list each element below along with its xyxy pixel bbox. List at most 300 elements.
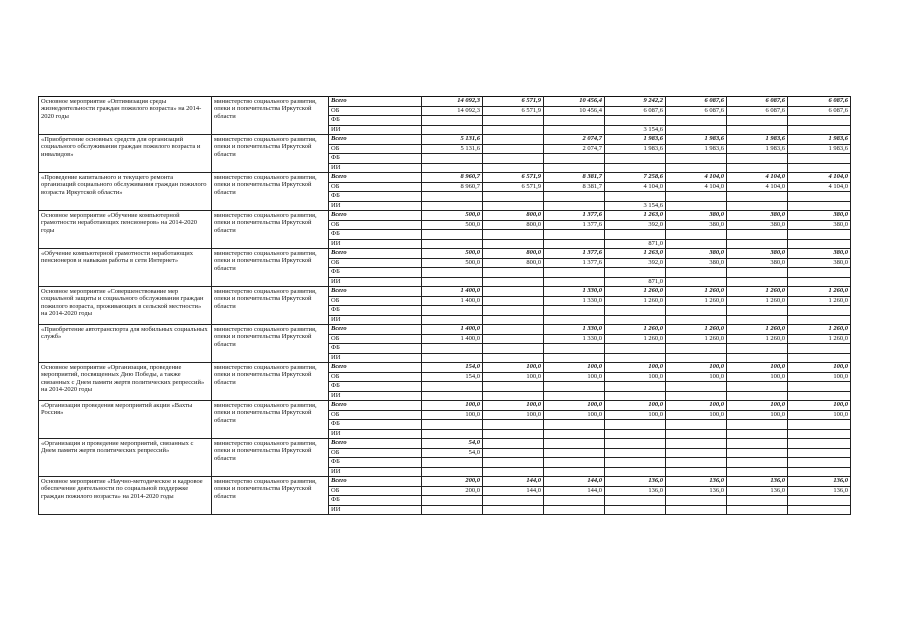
- amount-cell: [605, 163, 666, 173]
- amount-cell: 1 260,0: [727, 296, 788, 306]
- amount-cell: 1 260,0: [788, 334, 851, 344]
- amount-cell: 3 154,6: [605, 201, 666, 211]
- amount-cell: [788, 154, 851, 164]
- amount-cell: 1 260,0: [788, 296, 851, 306]
- activity-name-cell: «Организация и проведение мероприятий, связанных с Днем памяти жертв политических репрессий»: [39, 439, 212, 477]
- amount-cell: 4 104,0: [666, 173, 727, 183]
- amount-cell: [605, 467, 666, 477]
- amount-cell: [422, 125, 483, 135]
- amount-cell: [544, 496, 605, 506]
- amount-cell: 100,0: [666, 401, 727, 411]
- amount-cell: [483, 192, 544, 202]
- amount-cell: 6 087,6: [727, 97, 788, 107]
- funding-source-cell: Всего: [329, 477, 422, 487]
- amount-cell: 500,0: [422, 258, 483, 268]
- amount-cell: 154,0: [422, 372, 483, 382]
- amount-cell: [788, 439, 851, 449]
- amount-cell: 100,0: [788, 410, 851, 420]
- funding-source-cell: ИИ: [329, 201, 422, 211]
- amount-cell: 800,0: [483, 220, 544, 230]
- amount-cell: [422, 382, 483, 392]
- amount-cell: 136,0: [788, 486, 851, 496]
- amount-cell: [788, 496, 851, 506]
- amount-cell: 100,0: [605, 401, 666, 411]
- amount-cell: [544, 277, 605, 287]
- amount-cell: [544, 448, 605, 458]
- amount-cell: 14 092,3: [422, 97, 483, 107]
- amount-cell: [666, 192, 727, 202]
- amount-cell: [788, 277, 851, 287]
- funding-source-cell: ОБ: [329, 106, 422, 116]
- amount-cell: [483, 144, 544, 154]
- amount-cell: [788, 353, 851, 363]
- amount-cell: 1 983,6: [666, 135, 727, 145]
- amount-cell: [788, 125, 851, 135]
- table-row: [39, 439, 851, 449]
- amount-cell: [788, 163, 851, 173]
- amount-cell: [483, 163, 544, 173]
- amount-cell: [788, 505, 851, 515]
- amount-cell: [727, 201, 788, 211]
- amount-cell: [727, 125, 788, 135]
- amount-cell: [544, 154, 605, 164]
- funding-source-cell: ФБ: [329, 230, 422, 240]
- amount-cell: [727, 154, 788, 164]
- amount-cell: [544, 268, 605, 278]
- amount-cell: 1 260,0: [605, 296, 666, 306]
- amount-cell: 5 131,6: [422, 135, 483, 145]
- amount-cell: [605, 344, 666, 354]
- amount-cell: [544, 467, 605, 477]
- amount-cell: [666, 315, 727, 325]
- amount-cell: [483, 230, 544, 240]
- activity-name-cell: Основное мероприятие «Обучение компьютерной грамотности неработающих пенсионеров» на 2014-2020 годы: [39, 211, 212, 249]
- amount-cell: 1 260,0: [666, 287, 727, 297]
- amount-cell: [666, 163, 727, 173]
- responsible-executor-cell: министерство социального развития, опеки и попечительства Иркутской области: [212, 325, 329, 363]
- amount-cell: [605, 382, 666, 392]
- amount-cell: 1 263,0: [605, 249, 666, 259]
- amount-cell: 1 260,0: [666, 334, 727, 344]
- amount-cell: [422, 467, 483, 477]
- amount-cell: 4 104,0: [727, 182, 788, 192]
- amount-cell: 5 131,6: [422, 144, 483, 154]
- amount-cell: [727, 467, 788, 477]
- amount-cell: 1 260,0: [788, 287, 851, 297]
- funding-source-cell: ОБ: [329, 448, 422, 458]
- amount-cell: 1 983,6: [727, 135, 788, 145]
- responsible-executor-cell: министерство социального развития, опеки и попечительства Иркутской области: [212, 135, 329, 173]
- amount-cell: 380,0: [727, 211, 788, 221]
- table-row: [39, 287, 851, 297]
- responsible-executor-cell: министерство социального развития, опеки и попечительства Иркутской области: [212, 211, 329, 249]
- amount-cell: 1 983,6: [605, 144, 666, 154]
- amount-cell: [483, 458, 544, 468]
- amount-cell: [422, 230, 483, 240]
- amount-cell: [666, 268, 727, 278]
- funding-source-cell: ИИ: [329, 391, 422, 401]
- amount-cell: 6 087,6: [788, 106, 851, 116]
- amount-cell: 380,0: [727, 258, 788, 268]
- amount-cell: [666, 496, 727, 506]
- amount-cell: [727, 277, 788, 287]
- amount-cell: [605, 496, 666, 506]
- funding-source-cell: ОБ: [329, 372, 422, 382]
- amount-cell: [666, 391, 727, 401]
- funding-source-cell: ФБ: [329, 382, 422, 392]
- amount-cell: 100,0: [483, 363, 544, 373]
- amount-cell: [605, 268, 666, 278]
- amount-cell: [666, 201, 727, 211]
- amount-cell: [544, 505, 605, 515]
- funding-source-cell: ОБ: [329, 144, 422, 154]
- amount-cell: 136,0: [727, 486, 788, 496]
- amount-cell: [666, 344, 727, 354]
- amount-cell: 2 074,7: [544, 135, 605, 145]
- amount-cell: [727, 391, 788, 401]
- amount-cell: 100,0: [727, 363, 788, 373]
- table-row: [39, 477, 851, 487]
- amount-cell: 136,0: [727, 477, 788, 487]
- amount-cell: 4 104,0: [788, 173, 851, 183]
- amount-cell: 100,0: [483, 372, 544, 382]
- amount-cell: [422, 154, 483, 164]
- amount-cell: [788, 467, 851, 477]
- funding-source-cell: ИИ: [329, 125, 422, 135]
- amount-cell: 800,0: [483, 258, 544, 268]
- amount-cell: 380,0: [666, 211, 727, 221]
- amount-cell: [788, 429, 851, 439]
- amount-cell: 136,0: [788, 477, 851, 487]
- amount-cell: 100,0: [422, 410, 483, 420]
- amount-cell: 144,0: [544, 486, 605, 496]
- amount-cell: [483, 344, 544, 354]
- amount-cell: 1 983,6: [788, 144, 851, 154]
- amount-cell: [727, 315, 788, 325]
- amount-cell: [605, 420, 666, 430]
- amount-cell: 1 260,0: [666, 325, 727, 335]
- funding-source-cell: ФБ: [329, 154, 422, 164]
- amount-cell: [788, 192, 851, 202]
- amount-cell: [666, 230, 727, 240]
- funding-source-cell: Всего: [329, 401, 422, 411]
- amount-cell: [483, 391, 544, 401]
- amount-cell: [727, 239, 788, 249]
- amount-cell: 1 330,0: [544, 334, 605, 344]
- amount-cell: [483, 439, 544, 449]
- amount-cell: 4 104,0: [788, 182, 851, 192]
- amount-cell: 1 263,0: [605, 211, 666, 221]
- activity-name-cell: Основное мероприятие «Научно-методическое и кадровое обеспечение деятельности по социальной поддержке граждан пожилого возраста» на 2014-2020 годы: [39, 477, 212, 515]
- amount-cell: 6 571,9: [483, 106, 544, 116]
- amount-cell: 500,0: [422, 211, 483, 221]
- amount-cell: 8 381,7: [544, 173, 605, 183]
- amount-cell: [727, 458, 788, 468]
- amount-cell: [666, 458, 727, 468]
- amount-cell: [788, 391, 851, 401]
- amount-cell: 500,0: [422, 220, 483, 230]
- responsible-executor-cell: министерство социального развития, опеки и попечительства Иркутской области: [212, 477, 329, 515]
- amount-cell: [605, 391, 666, 401]
- amount-cell: 100,0: [544, 372, 605, 382]
- amount-cell: 380,0: [788, 220, 851, 230]
- amount-cell: 500,0: [422, 249, 483, 259]
- amount-cell: [483, 135, 544, 145]
- amount-cell: 8 381,7: [544, 182, 605, 192]
- amount-cell: 1 983,6: [788, 135, 851, 145]
- activity-name-cell: «Приобретение автотранспорта для мобильных социальных служб»: [39, 325, 212, 363]
- amount-cell: [544, 391, 605, 401]
- activity-name-cell: «Приобретение основных средств для организаций социального обслуживания граждан пожилого возраста и инвалидов»: [39, 135, 212, 173]
- amount-cell: 1 377,6: [544, 211, 605, 221]
- amount-cell: [788, 268, 851, 278]
- amount-cell: 380,0: [788, 249, 851, 259]
- amount-cell: [727, 163, 788, 173]
- amount-cell: 380,0: [666, 249, 727, 259]
- funding-source-cell: ФБ: [329, 420, 422, 430]
- amount-cell: [788, 344, 851, 354]
- amount-cell: 7 258,6: [605, 173, 666, 183]
- activity-name-cell: Основное мероприятие «Оптимизация среды жизнедеятельности граждан пожилого возраста» на 2014-2020 годы: [39, 97, 212, 135]
- amount-cell: [788, 420, 851, 430]
- amount-cell: [727, 116, 788, 126]
- amount-cell: [605, 192, 666, 202]
- amount-cell: 1 377,6: [544, 249, 605, 259]
- amount-cell: 100,0: [483, 410, 544, 420]
- amount-cell: 8 960,7: [422, 182, 483, 192]
- amount-cell: [605, 306, 666, 316]
- amount-cell: [544, 125, 605, 135]
- amount-cell: [727, 496, 788, 506]
- table-row: [39, 325, 851, 335]
- amount-cell: [483, 505, 544, 515]
- amount-cell: [666, 429, 727, 439]
- amount-cell: 6 571,9: [483, 173, 544, 183]
- amount-cell: 1 377,6: [544, 258, 605, 268]
- table-row: [39, 173, 851, 183]
- amount-cell: [727, 344, 788, 354]
- funding-source-cell: ИИ: [329, 505, 422, 515]
- amount-cell: 10 456,4: [544, 106, 605, 116]
- amount-cell: 1 400,0: [422, 287, 483, 297]
- activity-name-cell: «Проведение капитального и текущего ремонта организаций социального обслуживания граждан пожилого возраста Иркутской области»: [39, 173, 212, 211]
- amount-cell: 6 087,6: [605, 106, 666, 116]
- amount-cell: 380,0: [727, 249, 788, 259]
- table-row: [39, 401, 851, 411]
- funding-source-cell: ИИ: [329, 277, 422, 287]
- amount-cell: [666, 439, 727, 449]
- amount-cell: 2 074,7: [544, 144, 605, 154]
- amount-cell: 54,0: [422, 448, 483, 458]
- table-row: [39, 249, 851, 259]
- amount-cell: 100,0: [727, 401, 788, 411]
- funding-source-cell: ОБ: [329, 182, 422, 192]
- amount-cell: [727, 192, 788, 202]
- amount-cell: 100,0: [666, 410, 727, 420]
- funding-source-cell: ОБ: [329, 486, 422, 496]
- amount-cell: [605, 505, 666, 515]
- amount-cell: 54,0: [422, 439, 483, 449]
- amount-cell: 100,0: [788, 401, 851, 411]
- amount-cell: 1 983,6: [666, 144, 727, 154]
- amount-cell: 6 571,9: [483, 182, 544, 192]
- amount-cell: 10 456,4: [544, 97, 605, 107]
- funding-source-cell: Всего: [329, 439, 422, 449]
- table-row: [39, 135, 851, 145]
- amount-cell: 4 104,0: [727, 173, 788, 183]
- amount-cell: [605, 448, 666, 458]
- amount-cell: [483, 268, 544, 278]
- amount-cell: 136,0: [605, 486, 666, 496]
- amount-cell: [544, 239, 605, 249]
- activity-name-cell: «Организация проведения мероприятий акции «Вахты Россия»: [39, 401, 212, 439]
- amount-cell: [422, 192, 483, 202]
- amount-cell: 1 330,0: [544, 287, 605, 297]
- amount-cell: 100,0: [544, 410, 605, 420]
- funding-source-cell: ИИ: [329, 239, 422, 249]
- amount-cell: [483, 429, 544, 439]
- amount-cell: 14 092,3: [422, 106, 483, 116]
- amount-cell: 1 400,0: [422, 334, 483, 344]
- funding-source-cell: ФБ: [329, 306, 422, 316]
- amount-cell: [422, 458, 483, 468]
- funding-source-cell: ФБ: [329, 268, 422, 278]
- amount-cell: 100,0: [727, 410, 788, 420]
- amount-cell: [483, 296, 544, 306]
- amount-cell: 136,0: [666, 486, 727, 496]
- amount-cell: 100,0: [788, 363, 851, 373]
- amount-cell: [727, 448, 788, 458]
- amount-cell: [544, 192, 605, 202]
- funding-source-cell: ФБ: [329, 116, 422, 126]
- amount-cell: [544, 163, 605, 173]
- amount-cell: [666, 467, 727, 477]
- amount-cell: [788, 448, 851, 458]
- funding-source-cell: Всего: [329, 97, 422, 107]
- amount-cell: 144,0: [483, 477, 544, 487]
- table-row: [39, 211, 851, 221]
- funding-source-cell: ФБ: [329, 458, 422, 468]
- amount-cell: [422, 268, 483, 278]
- amount-cell: 1 260,0: [788, 325, 851, 335]
- amount-cell: [727, 268, 788, 278]
- funding-source-cell: ФБ: [329, 344, 422, 354]
- amount-cell: [727, 429, 788, 439]
- amount-cell: 392,0: [605, 220, 666, 230]
- amount-cell: 100,0: [544, 401, 605, 411]
- amount-cell: [483, 201, 544, 211]
- amount-cell: 1 983,6: [605, 135, 666, 145]
- amount-cell: [544, 230, 605, 240]
- amount-cell: [666, 505, 727, 515]
- amount-cell: [483, 239, 544, 249]
- table-row: [39, 97, 851, 107]
- amount-cell: [605, 439, 666, 449]
- amount-cell: 154,0: [422, 363, 483, 373]
- funding-source-cell: ОБ: [329, 334, 422, 344]
- amount-cell: [483, 306, 544, 316]
- responsible-executor-cell: министерство социального развития, опеки и попечительства Иркутской области: [212, 173, 329, 211]
- amount-cell: [483, 420, 544, 430]
- amount-cell: [666, 448, 727, 458]
- funding-source-cell: Всего: [329, 363, 422, 373]
- amount-cell: [605, 458, 666, 468]
- amount-cell: [605, 353, 666, 363]
- amount-cell: 392,0: [605, 258, 666, 268]
- responsible-executor-cell: министерство социального развития, опеки и попечительства Иркутской области: [212, 401, 329, 439]
- amount-cell: [483, 382, 544, 392]
- amount-cell: 380,0: [788, 211, 851, 221]
- responsible-executor-cell: министерство социального развития, опеки и попечительства Иркутской области: [212, 249, 329, 287]
- amount-cell: 1 260,0: [666, 296, 727, 306]
- amount-cell: [422, 116, 483, 126]
- amount-cell: 1 260,0: [727, 325, 788, 335]
- funding-source-cell: ОБ: [329, 220, 422, 230]
- amount-cell: [788, 306, 851, 316]
- amount-cell: [605, 154, 666, 164]
- amount-cell: [727, 306, 788, 316]
- amount-cell: [483, 467, 544, 477]
- amount-cell: 100,0: [605, 363, 666, 373]
- amount-cell: 3 154,6: [605, 125, 666, 135]
- amount-cell: 1 983,6: [727, 144, 788, 154]
- amount-cell: [483, 334, 544, 344]
- amount-cell: 200,0: [422, 486, 483, 496]
- amount-cell: 200,0: [422, 477, 483, 487]
- amount-cell: [788, 201, 851, 211]
- funding-source-cell: Всего: [329, 173, 422, 183]
- amount-cell: 871,0: [605, 277, 666, 287]
- amount-cell: [544, 116, 605, 126]
- amount-cell: [666, 306, 727, 316]
- amount-cell: [727, 439, 788, 449]
- amount-cell: 380,0: [666, 258, 727, 268]
- activity-name-cell: Основное мероприятие «Организация, проведение мероприятий, посвященных Дню Победы, а также связанных с Днем памяти жертв политических репрессий» на 2014-2020 годы: [39, 363, 212, 401]
- amount-cell: [483, 287, 544, 297]
- funding-source-cell: ОБ: [329, 296, 422, 306]
- funding-source-cell: Всего: [329, 287, 422, 297]
- amount-cell: [788, 315, 851, 325]
- amount-cell: 100,0: [727, 372, 788, 382]
- amount-cell: [422, 353, 483, 363]
- amount-cell: 1 260,0: [605, 325, 666, 335]
- amount-cell: 380,0: [666, 220, 727, 230]
- amount-cell: [544, 439, 605, 449]
- amount-cell: [422, 315, 483, 325]
- amount-cell: 144,0: [483, 486, 544, 496]
- amount-cell: 1 330,0: [544, 296, 605, 306]
- amount-cell: 9 242,2: [605, 97, 666, 107]
- amount-cell: [422, 277, 483, 287]
- amount-cell: 1 260,0: [605, 287, 666, 297]
- amount-cell: 6 087,6: [666, 106, 727, 116]
- amount-cell: [788, 382, 851, 392]
- amount-cell: 6 087,6: [788, 97, 851, 107]
- amount-cell: 8 960,7: [422, 173, 483, 183]
- amount-cell: [422, 429, 483, 439]
- amount-cell: [605, 429, 666, 439]
- amount-cell: [544, 353, 605, 363]
- amount-cell: 4 104,0: [605, 182, 666, 192]
- amount-cell: [422, 163, 483, 173]
- amount-cell: [666, 420, 727, 430]
- amount-cell: 136,0: [666, 477, 727, 487]
- amount-cell: 1 260,0: [605, 334, 666, 344]
- amount-cell: 6 571,9: [483, 97, 544, 107]
- amount-cell: 380,0: [727, 220, 788, 230]
- amount-cell: 1 400,0: [422, 325, 483, 335]
- amount-cell: [483, 116, 544, 126]
